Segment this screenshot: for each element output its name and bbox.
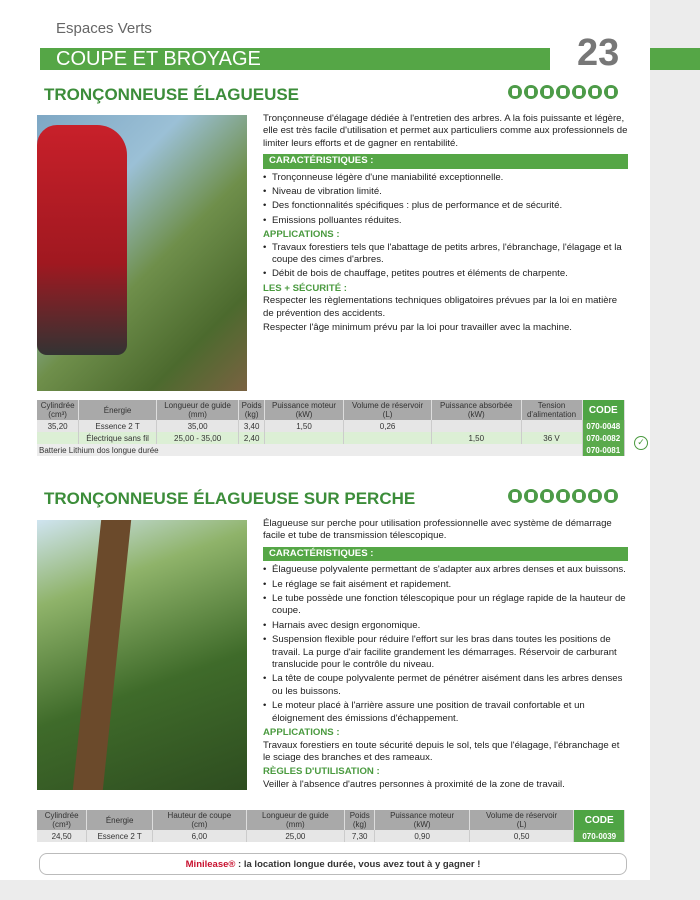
gloves-icon xyxy=(556,85,570,99)
table-cell xyxy=(344,432,432,444)
table-cell: 3,40 xyxy=(239,420,265,432)
table-cell: 7,30 xyxy=(344,830,374,842)
safety-icons xyxy=(508,85,618,99)
eco-icon: ✓ xyxy=(634,436,648,450)
column-header: Cylindrée (cm³) xyxy=(37,810,87,830)
table-cell: 0,90 xyxy=(375,830,469,842)
face-shield-icon xyxy=(588,85,602,99)
table-cell: 070-0039 xyxy=(574,830,625,842)
table-cell: Électrique sans fil xyxy=(79,432,157,444)
table-cell: Batterie Lithium dos longue durée xyxy=(37,444,582,456)
list-item: • Tronçonneuse légère d'une maniabilité exceptionnelle. xyxy=(263,172,628,184)
column-header: Puissance absorbée (kW) xyxy=(432,400,522,420)
helmet-icon xyxy=(540,489,554,503)
list-item: • Emissions polluantes réduites. xyxy=(263,215,628,227)
table-cell: 1,50 xyxy=(432,432,522,444)
goggles-icon xyxy=(508,489,522,503)
product-description xyxy=(263,113,628,337)
ear-protection-icon xyxy=(524,489,538,503)
table-cell: 070-0048 xyxy=(582,420,624,432)
protective-suit-icon xyxy=(604,85,618,99)
list-item: • Travaux forestiers tels que l'abattage de petits arbres, l'ébranchage, l'élagage et la coupe des cimes d'arbres. xyxy=(263,242,628,267)
table-cell: 2,40 xyxy=(239,432,265,444)
table-cell: 070-0082 xyxy=(582,432,624,444)
table-cell: Essence 2 T xyxy=(79,420,157,432)
rules-heading: RÈGLES D'UTILISATION : xyxy=(263,766,380,778)
product-photo xyxy=(37,520,247,790)
ear-protection-icon xyxy=(524,85,538,99)
applications-heading: APPLICATIONS : xyxy=(263,229,340,241)
safety-text: Respecter l'âge minimum prévu par la loi pour travailler avec la machine. xyxy=(263,322,572,334)
list-item: • Harnais avec design ergonomique. xyxy=(263,620,628,632)
table-cell: Essence 2 T xyxy=(87,830,153,842)
applications-heading: APPLICATIONS : xyxy=(263,727,340,739)
product-photo xyxy=(37,115,247,391)
column-header: Tension d'alimentation xyxy=(521,400,582,420)
goggles-icon xyxy=(508,85,522,99)
table-cell: 0,50 xyxy=(469,830,574,842)
protective-suit-icon xyxy=(604,489,618,503)
table-cell: 24,50 xyxy=(37,830,87,842)
table-cell: 25,00 - 35,00 xyxy=(156,432,238,444)
column-header: Cylindrée (cm³) xyxy=(37,400,79,420)
column-header: Longueur de guide (mm) xyxy=(246,810,344,830)
list-item: • Débit de bois de chauffage, petites poutres et éléments de charpente. xyxy=(263,268,628,280)
helmet-icon xyxy=(540,85,554,99)
column-header: Longueur de guide (mm) xyxy=(156,400,238,420)
section-band-edge xyxy=(650,48,700,70)
table-cell: 1,50 xyxy=(264,420,343,432)
list-item: • Le moteur placé à l'arrière assure une position de travail confortable et un éloignement des émissions d'échappement. xyxy=(263,700,628,725)
list-item: • Élagueuse polyvalente permettant de s'adapter aux arbres denses et aux buissons. xyxy=(263,564,628,576)
column-header: CODE xyxy=(582,400,624,420)
features-heading: CARACTÉRISTIQUES : xyxy=(263,547,628,561)
table-row xyxy=(37,420,625,432)
column-header: Poids (kg) xyxy=(239,400,265,420)
applications-text: Travaux forestiers en toute sécurité depuis le sol, tels que l'élagage, l'ébranchage et le sciage des branches et des rameaux. xyxy=(263,739,620,763)
column-header: Énergie xyxy=(79,400,157,420)
column-header: CODE xyxy=(574,810,625,830)
rules-text: Veiller à l'absence d'autres personnes à proximité de la zone de travail. xyxy=(263,778,565,790)
column-header: Puissance moteur (kW) xyxy=(375,810,469,830)
intro: Tronçonneuse d'élagage dédiée à l'entretien des arbres. A la fois puissante et légère, elle est très facile d'utilisation et permet aux particuliers comme aux professionnels de limiter leurs efforts et de gagner en rentabilité. xyxy=(263,113,628,149)
boots-icon xyxy=(572,85,586,99)
safety-text: Respecter les règlementations techniques obligatoires prévues par la loi en matière de prévention des accidents. xyxy=(263,295,618,319)
safety-icons xyxy=(508,489,618,503)
footer-text: : la location longue durée, vous avez tout à y gagner ! xyxy=(235,859,481,870)
table-row xyxy=(37,432,625,444)
column-header: Énergie xyxy=(87,810,153,830)
table-cell: 6,00 xyxy=(153,830,247,842)
table-cell: 35,20 xyxy=(37,420,79,432)
list-item: • Le tube possède une fonction télescopique pour un réglage rapide de la hauteur de coupe. xyxy=(263,593,628,618)
spec-table xyxy=(37,810,625,842)
category-label: Espaces Verts xyxy=(56,20,152,37)
list-item: • La tête de coupe polyvalente permet de pénétrer aisément dans les arbres denses ou les buissons. xyxy=(263,673,628,698)
table-cell xyxy=(521,420,582,432)
table-cell xyxy=(37,432,79,444)
page-number: 23 xyxy=(577,32,620,74)
brand: Minilease® xyxy=(185,859,236,870)
table-cell: 35,00 xyxy=(156,420,238,432)
features-heading: CARACTÉRISTIQUES : xyxy=(263,154,628,168)
list-item: • Niveau de vibration limité. xyxy=(263,186,628,198)
table-cell: 070-0081 xyxy=(582,444,624,456)
intro: Élagueuse sur perche pour utilisation professionnelle avec système de démarrage facile et tube de transmission télescopique. xyxy=(263,518,612,542)
boots-icon xyxy=(572,489,586,503)
table-cell xyxy=(432,420,522,432)
section-title: COUPE ET BROYAGE xyxy=(40,48,550,70)
gloves-icon xyxy=(556,489,570,503)
table-cell: 0,26 xyxy=(344,420,432,432)
list-item: • Suspension flexible pour réduire l'effort sur les bras dans toutes les positions de travail. La purge d'air facilite grandement les démarrages. Réservoir de carburant translucide pour le contrôle du niveau. xyxy=(263,634,628,671)
product-description xyxy=(263,518,628,793)
table-cell xyxy=(264,432,343,444)
face-shield-icon xyxy=(588,489,602,503)
footer-banner xyxy=(39,853,627,875)
list-item: • Des fonctionnalités spécifiques : plus de performance et de sécurité. xyxy=(263,200,628,212)
table-row xyxy=(37,830,625,842)
product-title: TRONÇONNEUSE ÉLAGUEUSE xyxy=(44,85,300,104)
table-row xyxy=(37,444,625,456)
list-item: • Le réglage se fait aisément et rapidement. xyxy=(263,579,628,591)
column-header: Puissance moteur (kW) xyxy=(264,400,343,420)
spec-table xyxy=(37,400,625,456)
column-header: Hauteur de coupe (cm) xyxy=(153,810,247,830)
column-header: Volume de réservoir (L) xyxy=(469,810,574,830)
safety-heading: LES + SÉCURITÉ : xyxy=(263,282,347,294)
column-header: Volume de réservoir (L) xyxy=(344,400,432,420)
table-cell: 25,00 xyxy=(246,830,344,842)
column-header: Poids (kg) xyxy=(344,810,374,830)
table-cell: 36 V xyxy=(521,432,582,444)
product-title: TRONÇONNEUSE ÉLAGUEUSE SUR PERCHE xyxy=(44,489,416,508)
